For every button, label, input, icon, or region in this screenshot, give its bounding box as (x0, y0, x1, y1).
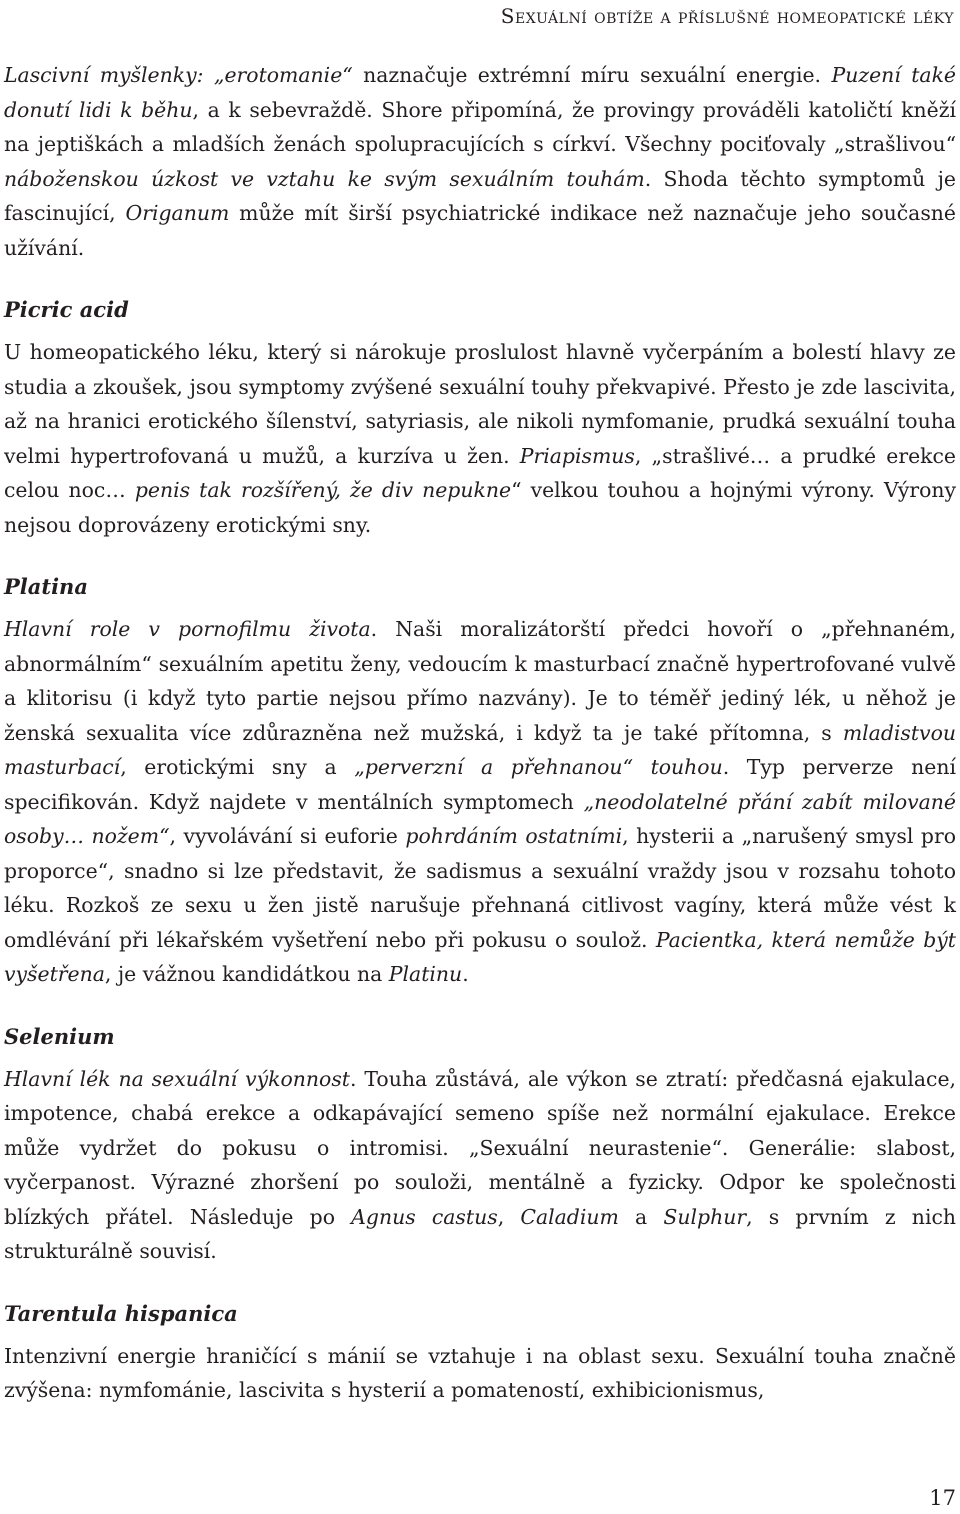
italic-text: „perverzní a přehnanou“ touhou (354, 755, 723, 779)
text-run: . Typ perverze není specifikován. Když najdete v mentálních symptomech (4, 755, 957, 814)
italic-text: Platinu (388, 962, 463, 986)
text-run: Intenzivní energie hraničící s mánií se vztahuje i na oblast sexu. Sexuální touha značně zvýšena: nymfománie, lascivita s hysterií a pomateností, exhibicionismus, (4, 1343, 956, 1402)
section-paragraph (4, 612, 956, 992)
text-run: U homeopatického léku, který si nárokuje proslulost hlavně vyčerpáním a bolestí hlavy ze studia a zkoušek, jsou symptomy zvýšené sexuální touhy překvapivé. Přesto je zde lascivita, až na hranici erotického šílenství, satyriasis, ale nikoli nymfomanie, prudká sexuální touha velmi hypertrofovaná u mužů, a kurzíva u žen. (4, 340, 956, 468)
text-run: a (618, 1204, 664, 1229)
text-run: . Shoda těchto symptomů je fascinující, (4, 166, 956, 225)
italic-text: Sulphur (663, 1204, 747, 1229)
text-run: může mít širší psychiatrické indikace než naznačuje jeho současné užívání. (4, 201, 956, 260)
italic-text: Hlavní role v pornofilmu života (4, 617, 371, 641)
italic-text: Puzení také donutí lidi k běhu (4, 63, 956, 122)
text-run: “ velkou touhou a hojnými výrony. Výrony nejsou doprovázeny erotickými sny. (4, 478, 957, 537)
italic-text: Agnus castus (351, 1204, 498, 1229)
text-run: . Touha zůstává, ale výkon se ztratí: předčasná ejakulace, impotence, chabá erekce a odkapávající semeno spíše než normální ejakulace. Erekce může vydržet do pokusu o intromisi. „Sexuální neurastenie“. Generálie: slabost, vyčerpanost. Výrazné zhoršení po souloži, mentálně a fyzicky. Odpor ke společnosti blízkých přátel. Následuje po (4, 1066, 956, 1229)
italic-text: mladistvou masturbací (4, 720, 956, 779)
text-run: . Naši moralizátorští předci hovoří o „přehnaném, abnormálním“ sexuálním apetitu ženy, vedoucím k masturbací značně hypertrofované vulvě a klitorisu (i když tyto partie nejsou přímo nazvány). Je to téměř jediný lék, u něhož je ženská sexualita více zdůrazněna než mužská, i když ta je také přítomna, s (4, 617, 956, 745)
italic-text: „neodolatelné přání zabít milované osoby… nožem“ (4, 789, 956, 848)
italic-text: Priapismus (519, 443, 635, 468)
text-run: , vyvolávání si euforie (169, 824, 406, 848)
remedy-sections (4, 265, 956, 1408)
text-run: , a k sebevraždě. Shore připomíná, že provingy prováděli katoličtí kněží na jeptiškách a mladších ženách spolupracujících s církví. Všechny pociťovaly „strašlivou“ (4, 97, 956, 156)
text-run: , (497, 1204, 521, 1229)
text-run: , hysterii a „narušený smysl pro proporce“, snadno si lze představit, že sadismus a sexuální vraždy jsou v rozsahu tohoto léku. Rozkoš ze sexu u žen jistě narušuje přehnaná citlivost vagíny, která může vést k omdlévání při lékařském vyšetření nebo při pokusu o soulož. (4, 824, 957, 952)
italic-text: náboženskou úzkost ve vztahu ke svým sexuálním touhám (4, 166, 645, 191)
section-paragraph (4, 1062, 956, 1269)
page-number: 17 (929, 1486, 956, 1510)
italic-text: Pacientka, která nemůže být vyšetřena (4, 927, 957, 986)
page-content (4, 58, 956, 1408)
intro-paragraph (4, 58, 956, 265)
italic-text: Hlavní lék na sexuální výkonnost (4, 1066, 350, 1091)
section-paragraph (4, 1339, 956, 1408)
italic-text: Lascivní myšlenky: „erotomanie“ (4, 63, 353, 87)
section-heading: Picric acid (4, 297, 129, 322)
section-heading: Tarentula hispanica (4, 1300, 238, 1326)
text-run: , „strašlivé… a prudké erekce celou noc… (4, 443, 956, 502)
text-run: . (462, 962, 469, 986)
italic-text: Caladium (520, 1204, 619, 1229)
italic-text: Origanum (125, 201, 230, 225)
italic-text: pohrdáním ostatními (405, 824, 623, 848)
text-run: , je vážnou kandidátkou na (104, 962, 389, 986)
section-paragraph (4, 335, 956, 542)
running-head: Sexuální obtíže a příslušné homeopatické léky (500, 4, 954, 28)
text-run: naznačuje extrémní míru sexuální energie. (352, 63, 832, 87)
text-run: , s prvním z nich strukturálně souvisí. (4, 1204, 957, 1263)
text-run: , erotickými sny a (120, 755, 355, 779)
section-heading: Platina (4, 574, 88, 599)
section-heading: Selenium (4, 1023, 115, 1049)
italic-text: penis tak rozšířený, že div nepukne (134, 478, 512, 502)
